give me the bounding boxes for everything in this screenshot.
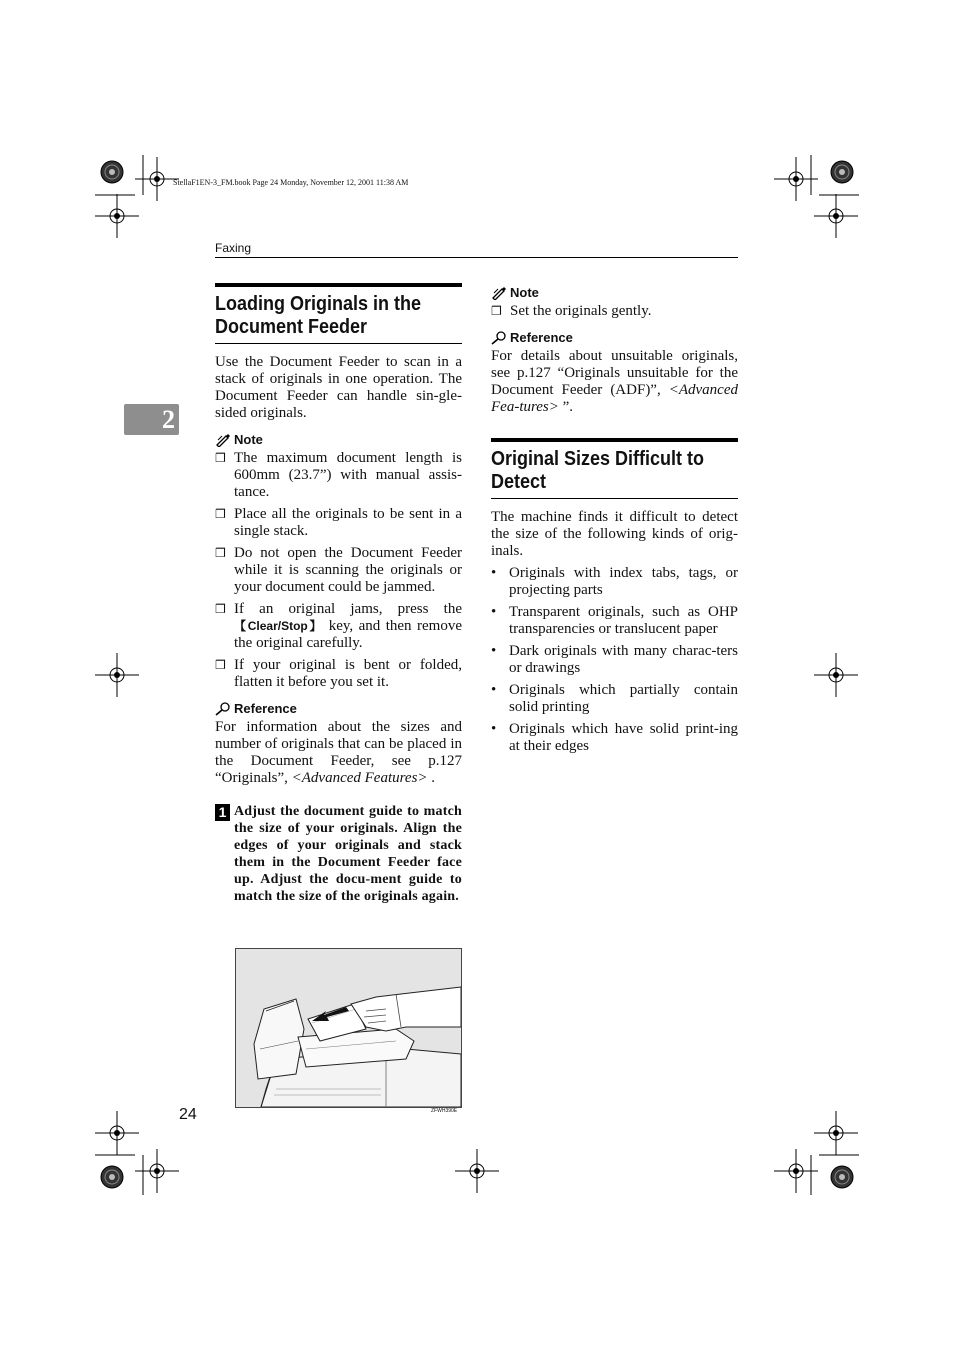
list-item: • Originals which partially contain solid printing xyxy=(491,682,738,715)
reference-label: Reference xyxy=(215,701,462,716)
magnifier-icon xyxy=(215,702,231,716)
header-rule xyxy=(215,257,738,258)
right-column xyxy=(491,283,738,760)
chapter-tab: 2 xyxy=(124,404,179,435)
heading-rule-bottom xyxy=(215,343,462,344)
magnifier-icon xyxy=(491,331,507,345)
intro-paragraph: Use the Document Feeder to scan in a stack of originals in one operation. The Document Feeder can handle sin-gle-sided originals. xyxy=(215,354,462,421)
document-feeder-illustration xyxy=(235,948,462,1108)
pencil-icon xyxy=(215,433,231,447)
section-heading: Original Sizes Difficult to Detect xyxy=(491,448,705,493)
intro-paragraph: The machine finds it difficult to detect the size of the following kinds of orig-inals. xyxy=(491,509,738,559)
pencil-icon xyxy=(491,286,507,300)
note-item: ❒ Do not open the Document Feeder while it is scanning the originals or your document could be jammed. xyxy=(215,545,462,595)
clear-stop-key: 【Clear/Stop】 xyxy=(234,619,324,633)
note-label: Note xyxy=(491,285,738,300)
page-number: 24 xyxy=(179,1106,197,1123)
heading-rule-bottom xyxy=(491,498,738,499)
note-item: ❒ If your original is bent or folded, flatten it before you set it. xyxy=(215,657,462,690)
list-item: • Dark originals with many charac-ters or drawings xyxy=(491,643,738,676)
step-text: Adjust the document guide to match the size of your originals. Align the edges of your originals and stack them in the Document Feeder face up. Adjust the docu-ment guide to match the size of the originals again. xyxy=(234,804,462,904)
reference-text: For details about unsuitable originals, see p.127 “Originals unsuitable for the Document Feeder (ADF)”, <Advanced Fea-tures> ”. xyxy=(491,348,738,415)
reference-text: For information about the sizes and number of originals that can be placed in the Document Feeder, see p.127 “Originals”, <Advanced Features> . xyxy=(215,719,462,786)
step-number: 1 xyxy=(215,804,230,821)
reference-label: Reference xyxy=(491,330,738,345)
print-slug: StellaF1EN-3_FM.book Page 24 Monday, November 12, 2001 11:38 AM xyxy=(173,178,409,187)
heading-rule-top xyxy=(215,283,462,287)
step-1 xyxy=(215,803,462,905)
figure-code: ZFWH390E xyxy=(431,1108,458,1114)
note-label: Note xyxy=(215,432,462,447)
note-item: ❒ Set the originals gently. xyxy=(491,303,652,319)
note-item: ❒ Place all the originals to be sent in a single stack. xyxy=(215,506,462,539)
left-column xyxy=(215,283,462,905)
note-item: ❒ The maximum document length is 600mm (23.7”) with manual assis-tance. xyxy=(215,450,462,500)
running-header: Faxing xyxy=(215,241,252,255)
note-item: ❒ If an original jams, press the 【Clear/Stop】 key, and then remove the original carefully. xyxy=(215,601,463,651)
heading-rule-top xyxy=(491,438,738,442)
list-item: • Originals with index tabs, tags, or projecting parts xyxy=(491,565,738,598)
list-item: • Originals which have solid print-ing at their edges xyxy=(491,721,738,754)
list-item: • Transparent originals, such as OHP transparencies or translucent paper xyxy=(491,604,738,637)
section-heading: Loading Originals in the Document Feeder xyxy=(215,293,422,338)
